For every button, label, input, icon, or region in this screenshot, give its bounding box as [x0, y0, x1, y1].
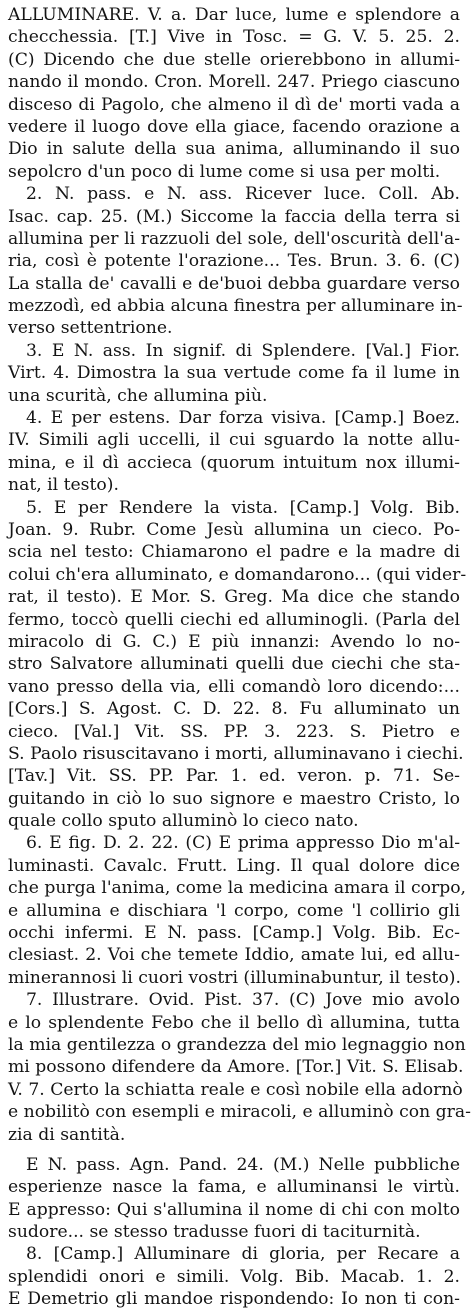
- entry-text-line: vano presso della via, elli comandò loro dicendo:...: [8, 676, 460, 697]
- entry-text-line: S. Paolo risuscitavano i morti, alluminavano i ciechi.: [8, 743, 464, 764]
- entry-text-line: clesiast. 2. Voi che temete Iddio, amate lui, ed allu-: [8, 945, 460, 966]
- entry-text-line: la mia gentilezza o grandezza del mio legnaggio non: [8, 1034, 466, 1055]
- entry-text-line: [Cors.] S. Agost. C. D. 22. 8. Fu alluminato un: [8, 699, 460, 720]
- entry-text-line: scia nel testo: Chiamarono el padre e la madre di: [8, 542, 460, 563]
- entry-text-line: zia di santità.: [8, 1124, 126, 1145]
- entry-text-line: sudore... se stesso tradusse fuori di taciturnità.: [8, 1222, 421, 1243]
- entry-text-line: esperienze nasce la fama, e alluminansi le virtù.: [8, 1177, 460, 1198]
- entry-text-line: minerannosi li cuori vostri (illuminabuntur, il testo).: [8, 967, 461, 988]
- entry-text-line: nat, il testo).: [8, 475, 119, 496]
- entry-text-line: splendidi onori e simili. Volg. Bib. Macab. 1. 2.: [8, 1266, 460, 1287]
- entry-text-line: nando il mondo. Cron. Morell. 247. Priego ciascuno: [8, 72, 460, 93]
- dictionary-entry-alluminare: [8, 4, 471, 1311]
- entry-text-line: ria, così è potente l'orazione... Tes. Brun. 3. 6. (C): [8, 251, 460, 272]
- entry-text-line: vedere il luogo dove ella giace, facendo orazione a: [8, 116, 460, 137]
- entry-text-line: Virt. 4. Dimostra la sua vertude come fa il lume in: [8, 363, 460, 384]
- entry-text-line: luminasti. Cavalc. Frutt. Ling. Il qual dolore dice: [8, 855, 460, 876]
- entry-text-line: verso settentrione.: [8, 318, 173, 339]
- entry-text-line: IV. Simili agli uccelli, il cui sguardo la notte allu-: [8, 430, 460, 451]
- entry-text-line: una scurità, che allumina più.: [8, 385, 268, 406]
- entry-text-line: E N. pass. Agn. Pand. 24. (M.) Nelle pubbliche: [26, 1154, 460, 1175]
- entry-text-line: E appresso: Qui s'allumina il nome di chi con molto: [8, 1199, 460, 1220]
- entry-text-line: che purga l'anima, come la medicina amara il corpo,: [8, 878, 467, 899]
- entry-text-line: e lo splendente Febo che il bello dì allumina, tutta: [8, 1012, 460, 1033]
- entry-text-line: quale collo sputo alluminò lo cieco nato.: [8, 811, 359, 832]
- entry-text-line: Joan. 9. Rubr. Come Jesù allumina un cieco. Po-: [8, 519, 460, 540]
- entry-text-line: mina, e il dì accieca (quorum intuitum nox illumi-: [8, 452, 460, 473]
- entry-text-line: 7. Illustrare. Ovid. Pist. 37. (C) Jove mio avolo: [26, 990, 460, 1011]
- entry-text-line: sepolcro d'un poco di lume come si usa per molti.: [8, 161, 441, 182]
- entry-text-line: ALLUMINARE. V. a. Dar luce, lume e splendore a: [8, 5, 460, 25]
- entry-text-line: 8. [Camp.] Alluminare di gloria, per Recare a: [26, 1244, 460, 1265]
- entry-text-line: 6. E fig. D. 2. 22. (C) E prima appresso Dio m'al-: [26, 833, 460, 854]
- entry-text-line: mezzodì, ed abbia alcuna finestra per alluminare in-: [8, 296, 463, 317]
- entry-text-line: e allumina e dischiara 'l corpo, come 'l collirio gli: [8, 900, 460, 921]
- entry-text-line: 3. E N. ass. In signif. di Splendere. [Val.] Fior.: [26, 340, 460, 361]
- entry-text-line: colui ch'era alluminato, e domandarono... (qui vider-: [8, 564, 467, 585]
- entry-text-line: Isac. cap. 25. (M.) Siccome la faccia della terra si: [8, 206, 460, 227]
- entry-text-line: mi possono difendere da Amore. [Tor.] Vit. S. Elisab.: [8, 1057, 464, 1078]
- entry-text-line: checchessia. [T.] Vive in Tosc. = G. V. 5. 25. 2.: [8, 27, 460, 48]
- entry-text-line: stro Salvatore alluminati quelli due ciechi che sta-: [8, 654, 460, 675]
- entry-text-line: V. 7. Certo la schiatta reale e così nobile ella adornò: [8, 1079, 463, 1100]
- entry-text-line: Dio in salute della sua anima, alluminando il suo: [8, 139, 460, 160]
- entry-text-line: 4. E per estens. Dar forza visiva. [Camp.] Boez.: [26, 408, 460, 429]
- entry-text-line: disceso di Pagolo, che almeno il dì de' morti vada a: [8, 94, 460, 115]
- entry-text-line: rat, il testo). E Mor. S. Greg. Ma dice che stando: [8, 587, 460, 608]
- entry-text-line: E Demetrio gli mandoe rispondendo: Io non ti con-: [8, 1289, 460, 1310]
- entry-text-line: La stalla de' cavalli e de'buoi debba guardare verso: [8, 273, 460, 294]
- entry-text-line: 2. N. pass. e N. ass. Ricever luce. Coll. Ab.: [26, 184, 460, 205]
- entry-text-line: e nobilitò con esempli e miracoli, e alluminò con gra-: [8, 1102, 471, 1123]
- entry-text-line: fermo, toccò quelli ciechi ed alluminogli. (Parla del: [8, 609, 460, 630]
- entry-text-line: miracolo di G. C.) E più innanzi: Avendo lo no-: [8, 631, 460, 652]
- entry-text-line: 5. E per Rendere la vista. [Camp.] Volg. Bib.: [26, 497, 460, 518]
- entry-text-line: allumina per li razzuoli del sole, dell'oscurità dell'a-: [8, 228, 460, 249]
- entry-text-line: occhi infermi. E N. pass. [Camp.] Volg. Bib. Ec-: [8, 923, 460, 944]
- entry-text-line: cieco. [Val.] Vit. SS. PP. 3. 223. S. Pietro e: [8, 721, 460, 742]
- entry-text-line: guitando in ciò lo suo signore e maestro Cristo, lo: [8, 788, 460, 809]
- entry-text-line: [Tav.] Vit. SS. PP. Par. 1. ed. veron. p. 71. Se-: [8, 766, 460, 787]
- entry-text-line: (C) Dicendo che due stelle orierebbono in allumi-: [8, 49, 460, 70]
